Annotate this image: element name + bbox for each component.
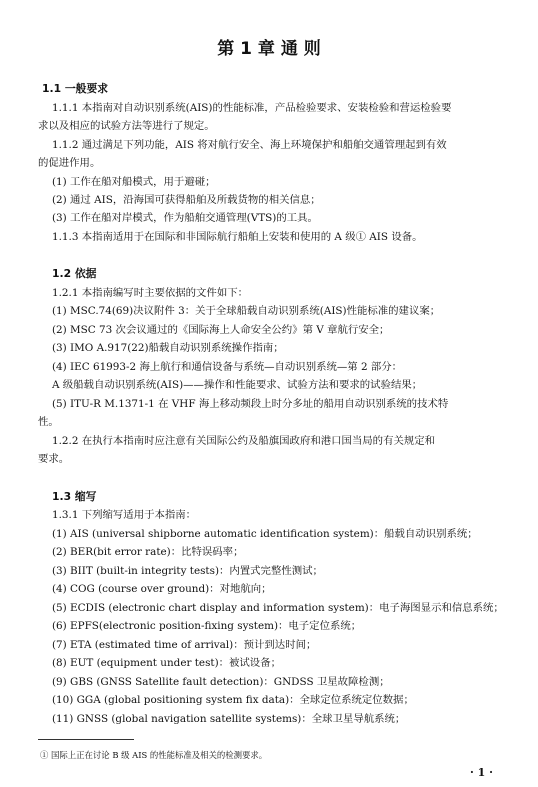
text-line: (2) 通过 AIS，沿海国可获得船舶及所载货物的相关信息； [52,194,321,206]
text-line: 求以及相应的试验方法等进行了规定。 [38,120,215,132]
text-line: 1.1.1 本指南对自动识别系统(AIS)的性能标准，产品检验要求、安装检验和营运检验要 [52,102,452,114]
section-heading: 1.3 缩写 [52,490,97,503]
text-line: (8) EUT (equipment under test)：被试设备； [52,657,281,669]
text-line: (4) COG (course over ground)：对地航向； [52,583,272,595]
text-line: (7) ETA (estimated time of arrival)：预计到达时间； [52,639,317,651]
text-line: (6) EPFS(electronic position-fixing system)：电子定位系统； [52,620,362,632]
text-line: (3) IMO A.917(22)船载自动识别系统操作指南； [52,342,284,354]
text-line: (3) 工作在船对岸模式，作为船舶交通管理(VTS)的工具。 [52,212,318,224]
text-line: (2) BER(bit error rate)：比特误码率； [52,546,244,558]
text-line: (1) AIS (universal shipborne automatic identification system)：船载自动识别系统； [52,528,478,540]
text-line: (11) GNSS (global navigation satellite systems)：全球卫星导航系统； [52,713,406,725]
text-line: 1.1.3 本指南适用于在国际和非国际航行船舶上安装和使用的 A 级① AIS 设备。 [52,231,423,243]
section-heading: 1.1 一般要求 [42,82,109,95]
text-line: 的促进作用。 [38,157,101,169]
text-line: (9) GBS (GNSS Satellite fault detection)：GNDSS 卫星故障检测； [52,676,390,688]
footnote: ① 国际上正在讨论 B 级 AIS 的性能标准及相关的检测要求。 [40,750,268,760]
text-line: (5) ITU-R M.1371-1 在 VHF 海上移动频段上时分多址的船用自动识别系统的技术特 [52,398,449,410]
text-line: 性。 [38,416,59,428]
footnote-divider [38,739,134,740]
text-line: (3) BIIT (built-in integrity tests)：内置式完整性测试； [52,565,323,577]
text-line: 要求。 [38,453,70,465]
page-number: · 1 · [470,766,493,779]
text-line: 1.1.2 通过满足下列功能，AIS 将对航行安全、海上环境保护和船舶交通管理起到有效 [52,139,447,151]
text-line: 1.2.1 本指南编写时主要依据的文件如下： [52,287,248,299]
text-line: (5) ECDIS (electronic chart display and information system)：电子海图显示和信息系统； [52,602,504,614]
section-heading: 1.2 依据 [52,267,97,280]
chapter-title: 第 1 章 通 则 [217,39,321,59]
text-line: (4) IEC 61993-2 海上航行和通信设备与系统—自动识别系统—第 2 部分： [52,361,403,373]
text-line: (10) GGA (global positioning system fix data)：全球定位系统定位数据； [52,694,414,706]
text-line: 1.2.2 在执行本指南时应注意有关国际公约及船旗国政府和港口国当局的有关规定和 [52,435,436,447]
text-line: (2) MSC 73 次会议通过的《国际海上人命安全公约》第 V 章航行安全； [52,324,390,336]
text-line: (1) 工作在船对船模式，用于避碰； [52,176,216,188]
text-line: A 级船载自动识别系统(AIS)——操作和性能要求、试验方法和要求的试验结果； [52,379,423,391]
text-line: 1.3.1 下列缩写适用于本指南： [52,509,197,521]
text-line: (1) MSC.74(69)决议附件 3：关于全球船载自动识别系统(AIS)性能标准的建议案； [52,305,441,317]
